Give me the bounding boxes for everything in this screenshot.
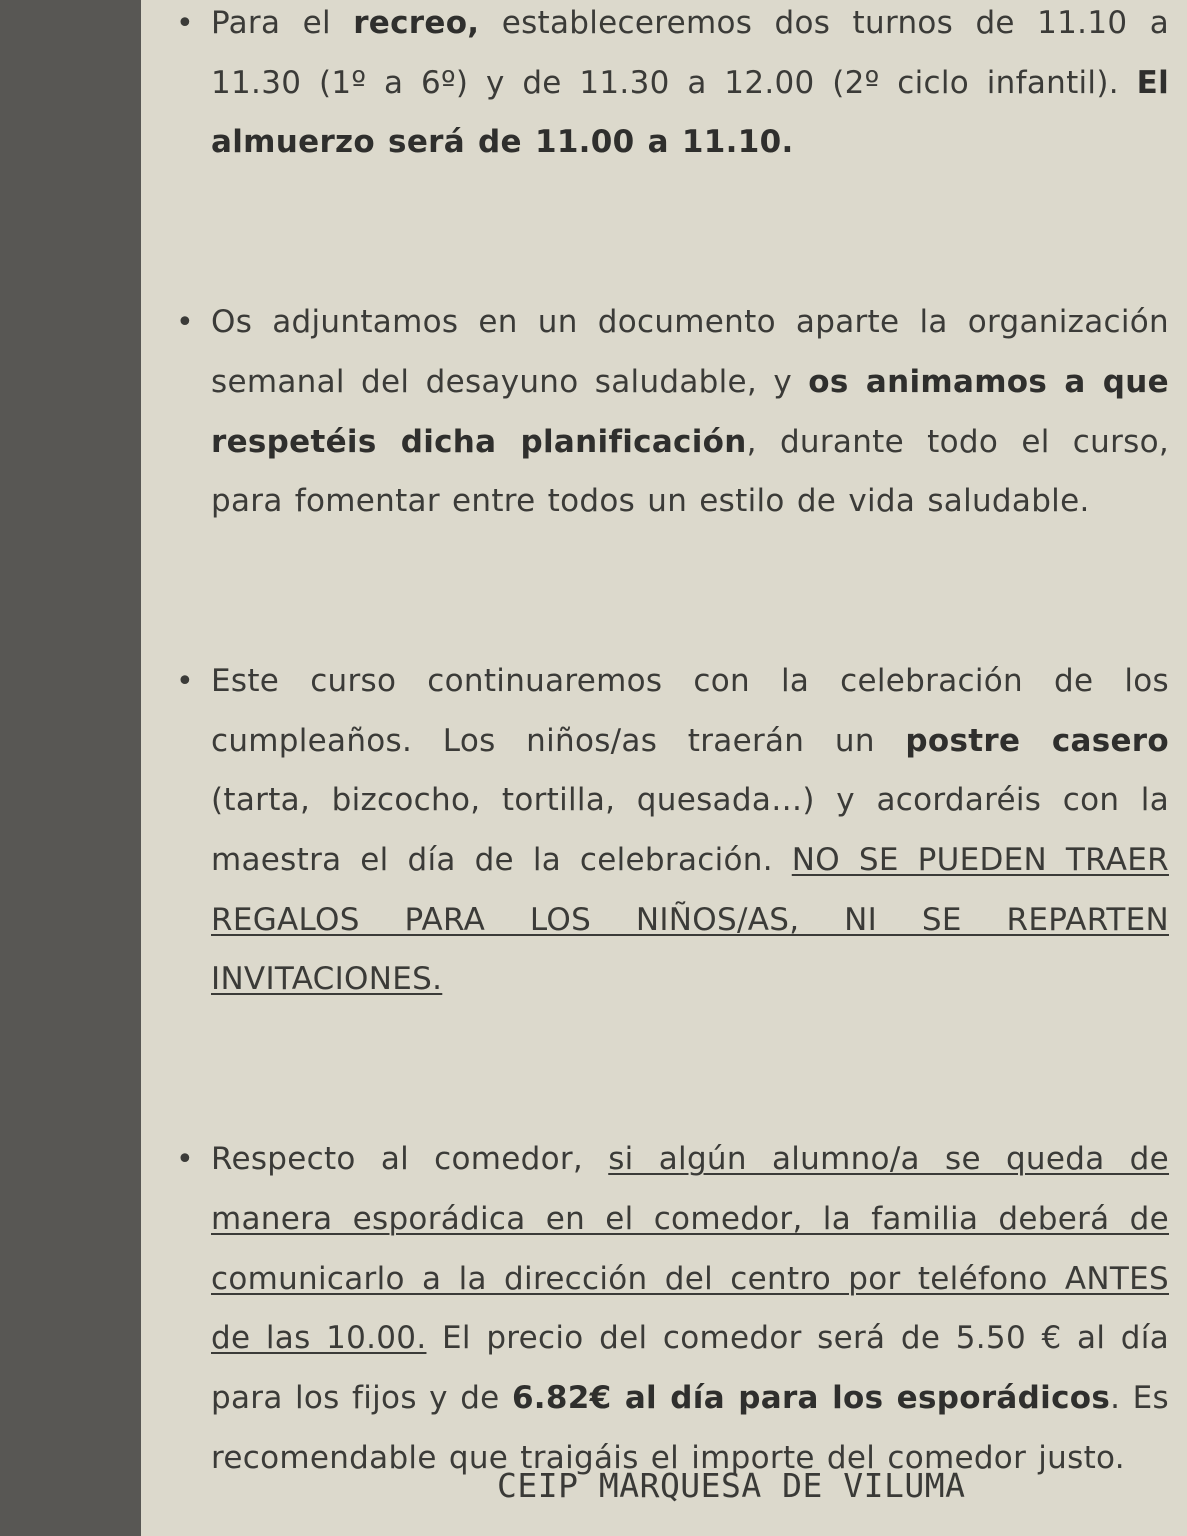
segment-text: Respecto al comedor, [211, 1141, 609, 1178]
bullet-dot-icon [175, 652, 195, 712]
bullet-desayuno [211, 293, 1169, 532]
segment-text: , durante todo el curso, para fomentar entre todos un estilo de vida saludable. [211, 423, 1169, 520]
segment-underline: NO SE PUEDEN TRAER REGALOS PARA LOS NIÑOS/AS, NI SE REPARTEN INVITACIONES. [211, 842, 1169, 998]
segment-bold: El almuerzo será de 11.00 a 11.10. [211, 64, 1169, 161]
bullet-dot-icon [175, 0, 195, 54]
segment-bold: postre casero [905, 722, 1169, 759]
notice-content [141, 0, 1187, 1536]
segment-bold: 6.82€ al día para los esporádicos [511, 1379, 1111, 1416]
segment-text: Este curso continuaremos con la celebración de los cumpleaños. Los niños/as traerán un [211, 662, 1169, 759]
segment-underline: si algún alumno/a se queda de manera esporádica en el comedor, la familia deberá de comunicarlo a la dirección del centro por teléfono ANTES de las 10.00. [211, 1141, 1170, 1357]
bullet-comedor [211, 1130, 1169, 1488]
segment-text: . Es recomendable que traigáis el importe del comedor justo. [211, 1379, 1169, 1476]
segment-text: estableceremos dos turnos de 11.10 a 11.30 (1º a 6º) y de 11.30 a 12.00 (2º ciclo infantil). [211, 5, 1169, 101]
left-sidebar-band [0, 0, 141, 1536]
segment-bold: os animamos a que respetéis dicha planificación [211, 363, 1169, 460]
bullet-dot-icon [175, 1130, 195, 1190]
bullet-recreo [211, 0, 1169, 173]
bullet-dot-icon [175, 293, 195, 353]
segment-text: Para el [211, 5, 354, 41]
school-name-footer: CEIP MARQUESA DE VILUMA [497, 1466, 966, 1505]
segment-text: Os adjuntamos en un documento aparte la organización semanal del desayuno saludable, y [211, 304, 1169, 400]
segment-text: (tarta, bizcocho, tortilla, quesada…) y acordaréis con la maestra el día de la celebración. [211, 782, 1169, 879]
segment-bold: recreo, [353, 5, 480, 41]
bullet-cumpleanos [211, 652, 1169, 1010]
notice-bullet-list [211, 0, 1169, 1488]
segment-text: El precio del comedor será de 5.50 € al día para los fijos y de [211, 1320, 1169, 1416]
